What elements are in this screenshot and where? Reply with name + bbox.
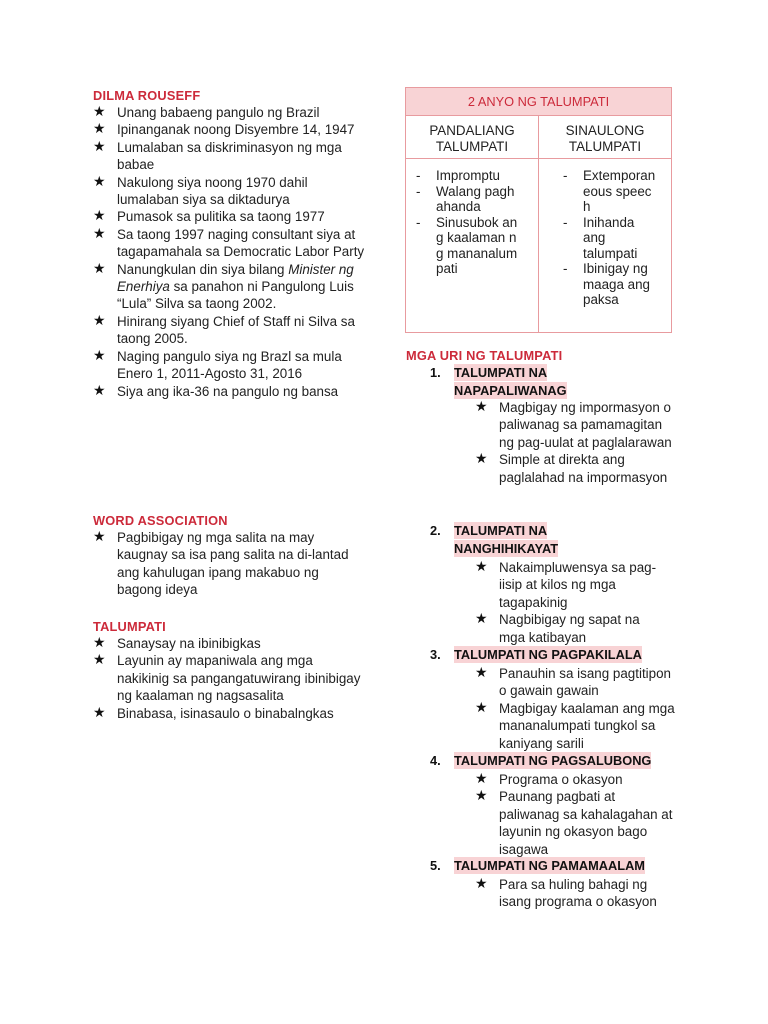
list-item: ★ Layunin ay mapaniwala ang mga nakikinig sa pangangatuwirang ibinibigay ng kaalaman ng nagsasalita — [93, 652, 365, 704]
dilma-heading: DILMA ROUSEFF — [93, 88, 201, 103]
list-item — [93, 261, 365, 313]
talumpati-list — [93, 635, 365, 722]
list-item: ★ Siya ang ika-36 na pangulo ng bansa — [93, 383, 365, 400]
list-item: - Ibinigay ng maaga ang paksa — [553, 261, 658, 308]
uri-section-3-list — [475, 665, 675, 752]
list-item: ★ Lumalaban sa diskriminasyon ng mga babae — [93, 139, 365, 174]
anyo-table-title: 2 ANYO NG TALUMPATI — [406, 88, 672, 116]
word-association-heading: WORD ASSOCIATION — [93, 513, 228, 528]
list-item: ★ Binabasa, isinasaulo o binabalngkas — [93, 705, 365, 722]
list-item: ★ Paunang pagbati at paliwanag sa kahalagahan at layunin ng okasyon bago isagawa — [475, 788, 675, 858]
list-item: ★ Pumasok sa pulitika sa taong 1977 — [93, 208, 365, 225]
list-item: ★ Programa o okasyon — [475, 771, 675, 788]
uri-heading: MGA URI NG TALUMPATI — [406, 348, 563, 363]
section-title: TALUMPATI NA NANGHIHIKAYAT — [454, 523, 559, 556]
list-item: - Impromptu — [406, 168, 521, 184]
anyo-col1-list — [406, 168, 521, 277]
list-item: ★ Panauhin sa isang pagtitipon o gawain gawain — [475, 665, 675, 700]
dilma-list — [93, 104, 365, 400]
anyo-col2-cell — [539, 159, 672, 333]
list-item: ★ Ipinanganak noong Disyembre 14, 1947 — [93, 121, 365, 138]
section-number: 1. — [430, 365, 441, 380]
section-number: 5. — [430, 858, 441, 873]
uri-section-4-list — [475, 771, 675, 858]
talumpati-heading: TALUMPATI — [93, 619, 166, 634]
list-item: ★ Nakulong siya noong 1970 dahil lumalaban siya sa diktadurya — [93, 174, 365, 209]
anyo-col2-header — [539, 116, 672, 159]
list-item: - Walang paghahanda — [406, 184, 521, 215]
section-title: TALUMPATI NG PAGSALUBONG — [454, 753, 652, 768]
header-text: SINAULONG TALUMPATI — [565, 123, 645, 154]
list-item: - Sinusubok ang kaalaman ng mananalumpati — [406, 215, 521, 277]
header-text: PANDALIANG TALUMPATI — [429, 123, 515, 154]
section-title: TALUMPATI NA NAPAPALIWANAG — [454, 365, 567, 398]
list-item: ★ Sanaysay na ibinibigkas — [93, 635, 365, 652]
word-association-list — [93, 529, 365, 599]
list-item: ★ Nakaimpluwensya sa pag-iisip at kilos ng mga tagapakinig — [475, 559, 665, 611]
list-item: ★ Hinirang siyang Chief of Staff ni Silva sa taong 2005. — [93, 313, 365, 348]
item-text: sa panahon ni Pangulong Luis “Lula” Silva sa taong 2002. — [117, 279, 354, 312]
list-item: ★ Simple at direkta ang paglalahad na impormasyon — [475, 451, 675, 486]
anyo-table — [405, 87, 672, 333]
uri-section-1-list — [475, 399, 675, 486]
list-item: ★ Sa taong 1997 naging consultant siya at tagapamahala sa Democratic Labor Party — [93, 226, 365, 261]
section-title: TALUMPATI NG PAMAMAALAM — [454, 858, 645, 873]
anyo-col1-header — [406, 116, 539, 159]
list-item: - Extemporaneous speech — [553, 168, 658, 215]
list-item: ★ Magbigay kaalaman ang mga mananalumpati tungkol sa kaniyang sarili — [475, 700, 675, 752]
list-item: ★ Para sa huling bahagi ng isang programa o okasyon — [475, 876, 675, 911]
section-number: 4. — [430, 753, 441, 768]
item-text: Nanungkulan din siya bilang — [117, 261, 289, 277]
uri-section-2-list — [475, 559, 665, 646]
item-italic: Minister ng Enerhiya — [117, 261, 354, 295]
list-item: ★ Pagbibigay ng mga salita na may kaugnay sa isa pang salita na di-lantad ang kahulugan ipang makabuo ng bagong ideya — [93, 529, 365, 599]
uri-section-5-list — [475, 876, 675, 911]
anyo-col1-cell — [406, 159, 539, 333]
list-item: - Inihanda ang talumpati — [553, 215, 658, 262]
list-item: ★ Magbigay ng impormasyon o paliwanag sa pamamagitan ng pag-uulat at paglalarawan — [475, 399, 675, 451]
section-number: 2. — [430, 523, 441, 538]
list-item: ★ Unang babaeng pangulo ng Brazil — [93, 104, 365, 121]
list-item: ★ Naging pangulo siya ng Brazl sa mula Enero 1, 2011-Agosto 31, 2016 — [93, 348, 365, 383]
anyo-col2-list — [553, 168, 658, 308]
list-item: ★ Nagbibigay ng sapat na mga katibayan — [475, 611, 665, 646]
section-title: TALUMPATI NG PAGPAKILALA — [454, 647, 642, 662]
section-number: 3. — [430, 647, 441, 662]
